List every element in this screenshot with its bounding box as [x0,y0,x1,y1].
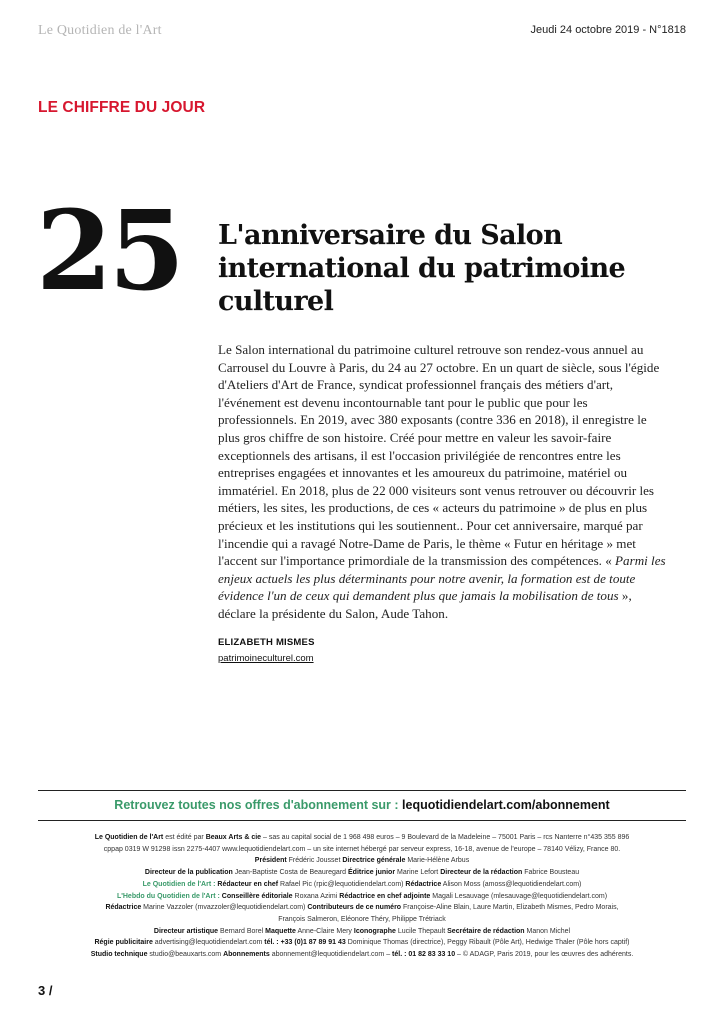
credits-line: Rédactrice Marine Vazzoler (mvazzoler@lequotidiendelart.com) Contributeurs de ce numéro Françoise-Aline Blain, Laure Martin, Elizabeth Mismes, Pedro Morais, [105,904,619,912]
big-number: 25 [36,186,182,315]
article-body [218,341,668,623]
issue-date: Jeudi 24 octobre 2019 - N°1818 [530,24,686,36]
article-author: ELIZABETH MISMES [218,637,315,648]
body-quote: Parmi les enjeux actuels les plus déterminants pour notre avenir, la formation est de toute évidence l'un de ceux qui demandent plus que jamais la mobilisation de tous [218,553,666,604]
subscribe-link[interactable]: lequotidiendelart.com/abonnement [402,798,610,812]
credits-block [38,832,686,961]
source-link[interactable]: patrimoineculturel.com [218,653,314,664]
credits-line: Le Quotidien de l'Art est édité par Beaux Arts & cie – sas au capital social de 1 968 498 euros – 9 Boulevard de la Madeleine – 75001 Paris – rcs Nanterre n°435 355 896 [94,834,630,841]
credits-line: Régie publicitaire advertising@lequotidiendelart.com tél. : +33 (0)1 87 89 91 43 Dominique Thomas (directrice), Peggy Ribault (Pôle Art), Hedwige Thaler (Pôle hors captif) [94,939,630,947]
subscribe-lead: Retrouvez toutes nos offres d'abonnement sur : [114,798,403,812]
page-number: 3 / [38,983,53,998]
credits-line: François Salmeron, Eléonore Théry, Philippe Trétriack [278,915,446,923]
credits-line: Directeur artistique Bernard Borel Maquette Anne-Claire Mery Iconographe Lucile Thepault Secrétaire de rédaction Manon Michel [153,927,571,935]
subscribe-banner [38,798,686,812]
divider-top [38,790,686,791]
credits-line: Directeur de la publication Jean-Baptiste Costa de Beauregard Éditrice junior Marine Lefort Directeur de la rédaction Fabrice Bousteau [144,869,580,877]
body-text-2: », déclare la présidente du Salon, Aude Tahon. [218,588,632,621]
credits-line: Président Frédéric Jousset Directrice générale Marie-Hélène Arbus [254,857,470,865]
masthead-logo: Le Quotidien de l'Art [38,23,162,38]
credits-line: L'Hebdo du Quotidien de l'Art : Conseillère éditoriale Roxana Azimi Rédactrice en chef adjointe Magali Lesauvage (mlesauvage@lequotidiendelart.com) [116,892,608,900]
credits-line: Le Quotidien de l'Art : Rédacteur en chef Rafael Pic (rpic@lequotidiendelart.com) Rédactrice Alison Moss (amoss@lequotidiendelart.com) [142,880,582,888]
divider-bottom [38,820,686,821]
body-text-1: Le Salon international du patrimoine culturel retrouve son rendez-vous annuel au Carrousel du Louvre à Paris, du 24 au 27 octobre. En un quart de siècle, sous l'égide d'Ateliers d'Art de France, syndicat professionnel français des métiers d'art, l'événement est devenu incontournable tant pour le public que pour les professionnels. En 2019, avec 380 exposants (contre 336 en 2018), il enregistre le plus gros chiffre de son histoire. Créé pour mettre en valeur les savoir-faire exceptionnels des artisans, il est l'occasion privilégiée de rencontres entre les entreprises engagées et innovantes et les amoureux du patrimoine, matériel ou immatériel. En 2018, plus de 22 000 visiteurs sont venus retrouver ou découvrir les métiers, les sites, les productions, de ces « acteurs du patrimoine » de plus en plus précieux et les institutions qui les soutiennent.. Pour cet anniversaire, marqué par l'incendie qui a ravagé Notre-Dame de Paris, le thème « Futur en héritage » met l'accent sur l'importance primordiale de la transmission des compétences. « [218,342,660,569]
section-label: LE CHIFFRE DU JOUR [38,99,206,116]
credits-line: Studio technique studio@beauxarts.com Abonnements abonnement@lequotidiendelart.com – tél. : 01 82 83 33 10 – © ADAGP, Paris 2019, pour les œuvres des adhérents. [90,951,634,959]
article-title: L'anniversaire du Salon international du patrimoine culturel [218,220,626,317]
credits-line: cppap 0319 W 91298 issn 2275-4407 www.lequotidiendelart.com – un site internet hébergé par serveur express, 16-18, avenue de l'europe – 78140 Vélizy, France 80. [103,845,621,853]
